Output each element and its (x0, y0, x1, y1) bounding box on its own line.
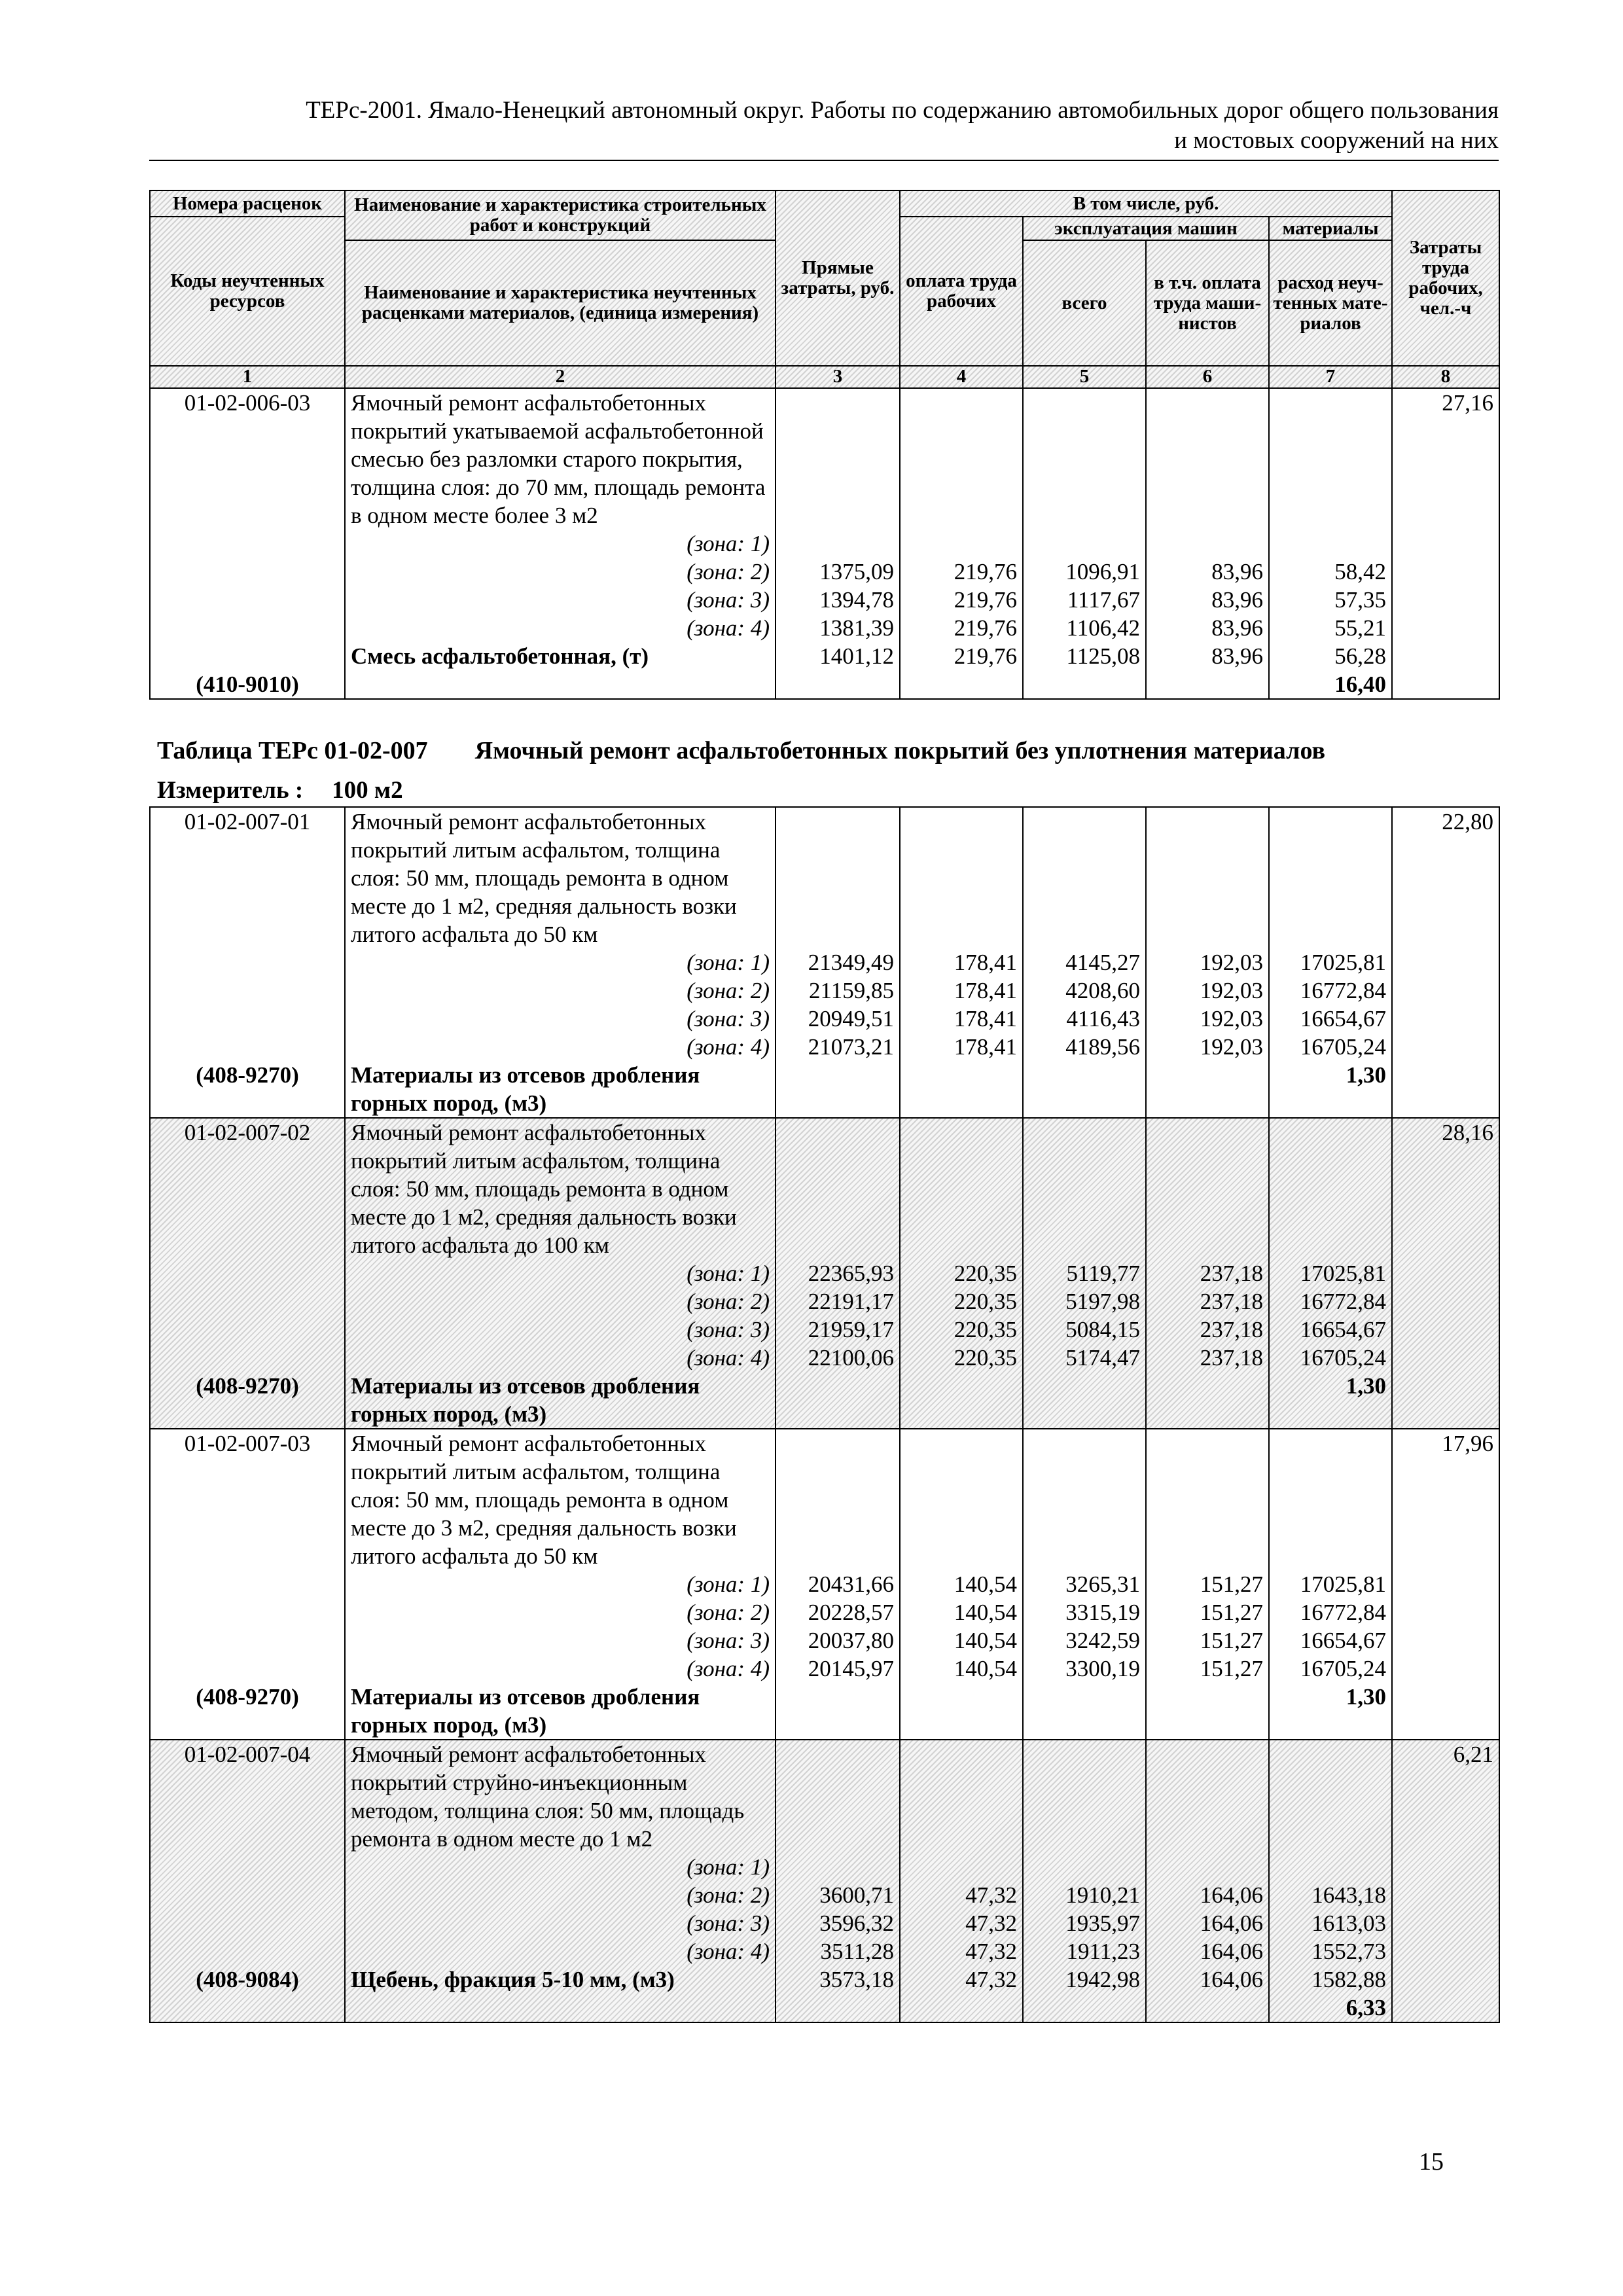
work-description: Ямочный ремонт асфальтобетонных покрытий струйно-инъекционным методом, толщина слоя: 50 мм, площадь ремонта в одном месте до 1 м2 (351, 1742, 745, 1852)
zone-label: (зона: 3) (687, 1910, 770, 1936)
labor-hours-cell (1392, 1118, 1499, 1429)
materials-cost: 17025,81 (1300, 950, 1386, 975)
direct-cost: 21073,21 (808, 1034, 894, 1060)
resource-quantity: 1,30 (1346, 1684, 1386, 1710)
price-table-1 (149, 190, 1500, 700)
page-header (149, 96, 1499, 156)
labor-pay: 220,35 (954, 1317, 1017, 1342)
direct-cost: 21159,85 (809, 978, 894, 1003)
direct-cost: 1375,09 (819, 559, 894, 584)
zone-label: (зона: 4) (687, 615, 770, 641)
machinist-pay: 192,03 (1200, 1034, 1263, 1060)
direct-cost-cell (776, 807, 900, 1118)
header-line-1: ТЕРс-2001. Ямало-Ненецкий автономный округ. Работы по содержанию автомобильных дорог общего пользования (306, 97, 1499, 124)
labor-pay-cell (900, 388, 1023, 699)
machinist-pay: 192,03 (1200, 950, 1263, 975)
machinist-pay-cell (1146, 1118, 1269, 1429)
machinist-pay: 164,06 (1200, 1939, 1263, 1964)
direct-cost-cell (776, 388, 900, 699)
head-incl: В том числе, руб. (900, 190, 1392, 217)
machines-total: 1117,67 (1067, 587, 1140, 613)
description-cell (345, 1740, 776, 2022)
machines-total: 4145,27 (1065, 950, 1140, 975)
zone-label: (зона: 3) (687, 1006, 770, 1031)
machinist-pay: 237,18 (1200, 1289, 1263, 1314)
labor-pay: 47,32 (965, 1882, 1017, 1908)
materials-cost: 57,35 (1334, 587, 1387, 613)
zone-label: (зона: 2) (687, 559, 770, 584)
zone-label: (зона: 3) (687, 1317, 770, 1342)
rate-code: 01-02-007-02 (184, 1120, 311, 1145)
machines-total: 3315,19 (1065, 1600, 1140, 1625)
rate-code-cell (150, 388, 345, 699)
labor-hours-cell (1392, 388, 1499, 699)
head-col5: всего (1023, 240, 1146, 366)
materials-cost: 55,21 (1334, 615, 1387, 641)
machines-total: 3242,59 (1065, 1628, 1140, 1653)
materials-cost: 16705,24 (1300, 1656, 1386, 1681)
materials-cost: 58,42 (1334, 559, 1387, 584)
machines-total: 1096,91 (1065, 559, 1140, 584)
resource-code: (408-9084) (196, 1967, 299, 1992)
resource-name: Щебень, фракция 5-10 мм, (м3) (351, 1967, 675, 1992)
materials-cost: 16654,67 (1300, 1317, 1386, 1342)
header-rule (149, 160, 1499, 161)
materials-cost: 17025,81 (1300, 1571, 1386, 1597)
machinist-pay-cell (1146, 1740, 1269, 2022)
col-number: 6 (1146, 366, 1269, 388)
table-name: Ямочный ремонт асфальтобетонных покрытий без уплотнения материалов (474, 737, 1326, 764)
labor-pay: 219,76 (954, 643, 1017, 669)
machinist-pay: 237,18 (1200, 1345, 1263, 1371)
labor-hours-cell (1392, 807, 1499, 1118)
labor-pay-cell (900, 807, 1023, 1118)
col-number: 4 (900, 366, 1023, 388)
col-number: 8 (1392, 366, 1499, 388)
head-col1-bottom: Коды неучтенных ресурсов (150, 217, 345, 366)
direct-cost-cell (776, 1740, 900, 2022)
machines-total: 3265,31 (1065, 1571, 1140, 1597)
rate-code: 01-02-006-03 (184, 390, 311, 416)
machines-total: 1125,08 (1066, 643, 1140, 669)
resource-quantity: 6,33 (1346, 1995, 1386, 2020)
table-row (150, 1740, 1499, 2022)
rate-code-cell (150, 807, 345, 1118)
head-col4: оплата труда рабочих (900, 217, 1023, 366)
zone-label: (зона: 2) (687, 1600, 770, 1625)
machines-total-cell (1023, 1429, 1146, 1740)
materials-cost: 56,28 (1334, 643, 1387, 669)
labor-pay: 47,32 (965, 1967, 1017, 1992)
labor-pay-cell (900, 1740, 1023, 2022)
direct-cost: 21349,49 (808, 950, 894, 975)
machines-total-cell (1023, 388, 1146, 699)
work-description: Ямочный ремонт асфальтобетонных покрытий литым асфальтом, толщина слоя: 50 мм, площадь ремонта в одном месте до 1 м2, средняя дальность возки литого асфальта до 100 км (351, 1120, 737, 1258)
resource-name: Материалы из отсевов дробления горных пород, (м3) (351, 1373, 700, 1427)
zone-label: (зона: 1) (687, 531, 770, 556)
rate-code: 01-02-007-01 (184, 809, 311, 834)
machines-total: 1106,42 (1066, 615, 1140, 641)
col-number: 2 (345, 366, 776, 388)
machinist-pay-cell (1146, 388, 1269, 699)
materials-cost: 16705,24 (1300, 1345, 1386, 1371)
direct-cost: 3573,18 (819, 1967, 894, 1992)
materials-cost: 16772,84 (1300, 1600, 1386, 1625)
labor-pay: 178,41 (954, 978, 1017, 1003)
labor-hours: 22,80 (1442, 809, 1493, 834)
description-cell (345, 807, 776, 1118)
materials-cost: 16772,84 (1300, 1289, 1386, 1314)
rate-code: 01-02-007-04 (184, 1742, 311, 1767)
direct-cost: 20228,57 (808, 1600, 894, 1625)
resource-name: Материалы из отсевов дробления горных пород, (м3) (351, 1684, 700, 1738)
zone-label: (зона: 1) (687, 1571, 770, 1597)
labor-pay: 220,35 (954, 1289, 1017, 1314)
description-cell (345, 1118, 776, 1429)
machines-total: 5084,15 (1065, 1317, 1140, 1342)
head-col2-top: Наименование и характеристика строительных работ и конструкций (345, 190, 776, 240)
direct-cost: 20037,80 (808, 1628, 894, 1653)
col-number: 1 (150, 366, 345, 388)
zone-label: (зона: 4) (687, 1034, 770, 1060)
direct-cost: 20949,51 (808, 1006, 894, 1031)
description-cell (345, 388, 776, 699)
labor-pay: 220,35 (954, 1261, 1017, 1286)
resource-quantity: 1,30 (1346, 1373, 1386, 1399)
direct-cost: 22365,93 (808, 1261, 894, 1286)
materials-cell (1269, 388, 1392, 699)
materials-cost: 16705,24 (1300, 1034, 1386, 1060)
machinist-pay: 164,06 (1200, 1910, 1263, 1936)
labor-pay: 220,35 (954, 1345, 1017, 1371)
machinist-pay: 192,03 (1200, 1006, 1263, 1031)
direct-cost: 20145,97 (808, 1656, 894, 1681)
labor-hours-cell (1392, 1740, 1499, 2022)
machinist-pay-cell (1146, 807, 1269, 1118)
resource-code: (410-9010) (196, 672, 299, 697)
machines-total: 4116,43 (1066, 1006, 1140, 1031)
resource-code: (408-9270) (196, 1062, 299, 1088)
direct-cost: 1394,78 (819, 587, 894, 613)
direct-cost: 22100,06 (808, 1345, 894, 1371)
materials-cell (1269, 1740, 1392, 2022)
machines-total-cell (1023, 1118, 1146, 1429)
materials-cost: 1552,73 (1311, 1939, 1386, 1964)
machinist-pay: 83,96 (1211, 559, 1263, 584)
machinist-pay: 83,96 (1211, 587, 1263, 613)
machines-total: 1911,23 (1066, 1939, 1140, 1964)
rate-code: 01-02-007-03 (184, 1431, 311, 1456)
machinist-pay-cell (1146, 1429, 1269, 1740)
col-number: 3 (776, 366, 900, 388)
resource-name: Материалы из отсевов дробления горных пород, (м3) (351, 1062, 700, 1116)
labor-hours: 27,16 (1442, 390, 1494, 416)
head-col2-bottom: Наименование и характеристика неучтенных расценками материалов, (единица измерения) (345, 240, 776, 366)
table-row (150, 388, 1499, 699)
rate-code-cell (150, 1429, 345, 1740)
machinist-pay: 237,18 (1200, 1261, 1263, 1286)
table-code: Таблица ТЕРс 01-02-007 (157, 737, 428, 764)
machines-total: 5174,47 (1065, 1345, 1140, 1371)
resource-code: (408-9270) (196, 1684, 299, 1710)
resource-quantity: 1,30 (1346, 1062, 1386, 1088)
labor-pay: 178,41 (954, 1006, 1017, 1031)
direct-cost-cell (776, 1118, 900, 1429)
direct-cost: 21959,17 (808, 1317, 894, 1342)
labor-pay: 219,76 (954, 587, 1017, 613)
materials-cost: 17025,81 (1300, 1261, 1386, 1286)
materials-cost: 1582,88 (1311, 1967, 1386, 1992)
description-cell (345, 1429, 776, 1740)
head-col7: расход неуч-тенных мате-риалов (1269, 240, 1392, 366)
head-col3: Прямые затраты, руб. (776, 190, 900, 366)
measure-label: Измеритель : (157, 777, 304, 804)
machines-total: 5197,98 (1065, 1289, 1140, 1314)
labor-pay: 140,54 (954, 1571, 1017, 1597)
materials-cell (1269, 1118, 1392, 1429)
machinist-pay: 164,06 (1200, 1967, 1263, 1992)
direct-cost-cell (776, 1429, 900, 1740)
measure-value: 100 м2 (332, 777, 403, 804)
resource-quantity: 16,40 (1334, 672, 1387, 697)
direct-cost: 22191,17 (808, 1289, 894, 1314)
measure-unit (157, 776, 403, 805)
materials-cost: 1643,18 (1311, 1882, 1386, 1908)
machines-total-cell (1023, 807, 1146, 1118)
work-description: Ямочный ремонт асфальтобетонных покрытий литым асфальтом, толщина слоя: 50 мм, площадь ремонта в одном месте до 1 м2, средняя дальность возки литого асфальта до 50 км (351, 809, 737, 947)
direct-cost: 3596,32 (819, 1910, 894, 1936)
price-table-2 (149, 806, 1500, 2023)
labor-pay: 140,54 (954, 1656, 1017, 1681)
direct-cost: 3600,71 (819, 1882, 894, 1908)
head-machines: эксплуатация машин (1023, 217, 1269, 240)
labor-pay: 178,41 (954, 950, 1017, 975)
materials-cost: 1613,03 (1311, 1910, 1386, 1936)
col-number: 5 (1023, 366, 1146, 388)
work-description: Ямочный ремонт асфальтобетонных покрытий литым асфальтом, толщина слоя: 50 мм, площадь ремонта в одном месте до 3 м2, средняя дальность возки литого асфальта до 50 км (351, 1431, 737, 1569)
materials-cell (1269, 807, 1392, 1118)
materials-cost: 16654,67 (1300, 1006, 1386, 1031)
labor-hours: 17,96 (1442, 1431, 1493, 1456)
machinist-pay: 83,96 (1211, 615, 1263, 641)
labor-pay-cell (900, 1118, 1023, 1429)
machinist-pay: 151,27 (1200, 1600, 1263, 1625)
zone-label: (зона: 1) (687, 950, 770, 975)
zone-label: (зона: 2) (687, 1289, 770, 1314)
col-number: 7 (1269, 366, 1392, 388)
labor-hours: 28,16 (1442, 1120, 1493, 1145)
zone-label: (зона: 3) (687, 587, 770, 613)
head-col8: Затраты труда рабочих, чел.-ч (1392, 190, 1499, 366)
head-materials: материалы (1269, 217, 1392, 240)
direct-cost: 1401,12 (819, 643, 894, 669)
materials-cost: 16772,84 (1300, 978, 1386, 1003)
machines-total: 1942,98 (1065, 1967, 1140, 1992)
resource-name: Смесь асфальтобетонная, (т) (351, 643, 649, 669)
zone-label: (зона: 2) (687, 1882, 770, 1908)
labor-pay: 47,32 (965, 1910, 1017, 1936)
machinist-pay: 151,27 (1200, 1571, 1263, 1597)
zone-label: (зона: 4) (687, 1345, 770, 1371)
machinist-pay: 151,27 (1200, 1628, 1263, 1653)
machines-total: 5119,77 (1066, 1261, 1140, 1286)
head-col1-top: Номера расценок (150, 190, 345, 217)
materials-cell (1269, 1429, 1392, 1740)
materials-cost: 16654,67 (1300, 1628, 1386, 1653)
rate-code-cell (150, 1740, 345, 2022)
zone-label: (зона: 4) (687, 1939, 770, 1964)
machinist-pay: 237,18 (1200, 1317, 1263, 1342)
direct-cost: 20431,66 (808, 1571, 894, 1597)
machines-total: 4189,56 (1065, 1034, 1140, 1060)
machinist-pay: 151,27 (1200, 1656, 1263, 1681)
zone-label: (зона: 1) (687, 1261, 770, 1286)
work-description: Ямочный ремонт асфальтобетонных покрытий укатываемой асфальтобетонной смесью без разломки старого покрытия, толщина слоя: до 70 мм, площадь ремонта в одном месте более 3 м2 (351, 390, 766, 528)
direct-cost: 3511,28 (820, 1939, 894, 1964)
page-number: 15 (1419, 2148, 1444, 2176)
rate-code-cell (150, 1118, 345, 1429)
zone-label: (зона: 2) (687, 978, 770, 1003)
zone-label: (зона: 1) (687, 1854, 770, 1880)
table-title (157, 736, 1325, 766)
machinist-pay: 192,03 (1200, 978, 1263, 1003)
labor-pay: 219,76 (954, 615, 1017, 641)
table-row (150, 1429, 1499, 1740)
machines-total: 1935,97 (1065, 1910, 1140, 1936)
labor-pay: 47,32 (965, 1939, 1017, 1964)
machinist-pay: 164,06 (1200, 1882, 1263, 1908)
machinist-pay: 83,96 (1211, 643, 1263, 669)
machines-total-cell (1023, 1740, 1146, 2022)
labor-pay: 140,54 (954, 1600, 1017, 1625)
zone-label: (зона: 4) (687, 1656, 770, 1681)
labor-pay: 219,76 (954, 559, 1017, 584)
resource-code: (408-9270) (196, 1373, 299, 1399)
table-row (150, 1118, 1499, 1429)
table-row (150, 807, 1499, 1118)
head-col6: в т.ч. оплата труда маши-нистов (1146, 240, 1269, 366)
labor-pay-cell (900, 1429, 1023, 1740)
machines-total: 3300,19 (1065, 1656, 1140, 1681)
header-line-2: и мостовых сооружений на них (1174, 127, 1499, 154)
labor-hours: 6,21 (1453, 1742, 1493, 1767)
direct-cost: 1381,39 (819, 615, 894, 641)
zone-label: (зона: 3) (687, 1628, 770, 1653)
labor-pay: 140,54 (954, 1628, 1017, 1653)
machines-total: 4208,60 (1065, 978, 1140, 1003)
labor-pay: 178,41 (954, 1034, 1017, 1060)
labor-hours-cell (1392, 1429, 1499, 1740)
machines-total: 1910,21 (1065, 1882, 1140, 1908)
